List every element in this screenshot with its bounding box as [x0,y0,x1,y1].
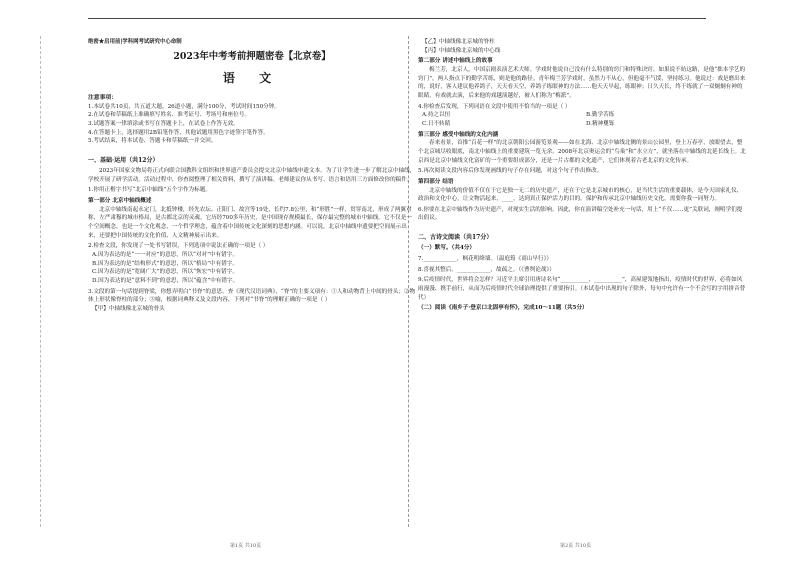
part-4-title: 第四部分 结语 [418,178,454,185]
intro-paragraph: 2023年国家文物局将正式向联合国教科文组织和世界遗产委员会提交北京中轴线申遗文本。为了让学生进一步了解北京中轴线，学校开展了研学活动。活动过程中，你查阅整理了相关资料，撰写了演讲稿。老师建议你从书写、语言和语用三方面修改你的稿件。 [88,168,416,183]
question-9: 9.后疫情时代，世界将会怎样？习近平主席引用唐诗名句“__________，__________”，高屋建瓴地指出，疫情时代的世界，必将如风雨漫漫、携手前行，从而为后疫情时代全球治理提供了重要指引。（本试卷中出现的句子除外，每句中允许有一个不会写的字用拼音替代） [418,277,746,301]
right-column [418,38,746,313]
question-3: 3.文段的第一句话提到脊梁，你想弄明白“书脊”的意思。查《现代汉语词典》，“脊”的主要义项有：①人和动物背上中间的骨头；②物体上形状像脊柱的部分；③喻，根据词典释义及文段内容，下列对“书脊”的理解正确的一项是（ ） [88,288,416,304]
notice-title: 注意事项： [88,94,117,101]
q4-option-a: A.持之以恒 [422,112,451,119]
subsection-2-title: （二）阅读《南乡子·登京口北固亭有怀》，完成10～11题（共5分） [418,305,588,312]
part-4-text: 北京中轴线的价值不仅在于它是独一无二的历史遗产，还在于它是北京城市的核心，是当代生活的重要载体，是今天国家礼仪、政治和文化中心，让文物活起来，____，达到真正保护活力的目的。保护和传承北京中轴线历史文化，需要你我一同努力。 [418,187,743,203]
binding-line [40,36,41,527]
q2-option-c: C.因为表达的是“宽阔广大”的意思，所以“恢宏”中有错字。 [92,269,238,276]
notice-item: 2.在试卷和草稿纸上准确填写姓名、准考证号、考场号和座位号。 [88,112,250,119]
question-7: 7.____________，枫花明绛墙。（温庭筠《商山早行》） [418,256,552,263]
notice-item: 3.试题答案一律填涂或书写在答题卡上，在试卷上作答无效。 [88,120,239,127]
notice-item: 4.在答题卡上，选择题用2B铅笔作答，其他试题用黑色字迹签字笔作答。 [88,129,269,136]
section-2-title: 二、古诗文阅读（共17分） [418,234,493,242]
q2-option-a: A.因为表达的是“一一对应”的意思，所以“对对”中有错字。 [92,252,238,259]
confidential-label: 绝密★启用前|学科网考试研究中心命制 [88,39,182,45]
subsection-1-title: （一）默写。（共4分） [418,245,476,252]
notice-item: 5.考试结束，将本试卷、答题卡和草稿纸一并交回。 [88,138,217,145]
q3-option-yi: 【乙】中轴线像北京城的脊柱 [422,39,495,45]
exam-subject: 语 文 [222,70,282,85]
exam-title: 2023年中考考前押题密卷【北京卷】 [173,51,331,63]
left-column [88,38,416,314]
part-2-text: 梅兰芳，北京人，中国京剧表演艺术大师。学戏时他说自己没有什么特别的窍门和特殊诀窍。如果说不妨这路，是他“拙本学艺的窍门”，两人指点下的勤学苦练，则是他的路径。青年梅兰芳学戏时，虽然力不从心，但他毫不气馁，坚持练习。他说过：戏是磨出来的，说好，客人建议他养鸽子，天天看天空，养鸽子练眼神的方法……他天天早起，练眼神；日久天长，终于练就了一双炯炯有神的眼睛，有戏就去演，后来他的戏越演越好，被人们称为“梅派”。 [418,66,746,99]
question-6: 6.你要在北京中轴线作为历史遗产，对现实生活的影响。因此，你在演讲稿空处补充一句话，用上“不仅……更”关联词，阐明学们提出倡议。 [418,206,743,222]
question-2: 2.检查文段，你发现了一处书写错误，下列选项中说法正确的一项是（ ） [88,243,269,250]
q3-option-bing: 【丙】中轴线像北京城的中心线 [422,47,501,54]
q2-option-b: B.因为表达的是“结构形式”的意思，所以“格局”中有错字。 [92,260,238,267]
q4-option-c: C.日不转睛 [422,120,451,127]
question-5: 5.再次阅读文段内容后你发现画线的句子存在问题，对这个句子作出修改。 [418,168,603,175]
q3-option-jia: 【甲】中轴线像北京城的骨头 [92,305,165,312]
part-2-title: 第二部分 讲述中轴线上的故事 [418,58,493,65]
top-rule [88,18,706,19]
question-1: 1.你用正楷字书写“北京中轴线”五个字作为标题。 [88,187,211,194]
part-3-text: 春来看景，首推“百花一样”的北京朝阳公园游览景观——如在北海、北京中轴线北侧的景山公园里，登上万春亭，放眼望去，整个北京城尽收眼底，南北中轴线上的重要建筑一览无余。2008年北京奥运会的“鸟巢”和“水立方”，就坐落在中轴线的北延长线上。北京西是北京中轴线文化富矿的一个重要组成部分，还是一片古都的文化遗产，它们体现着古老北京的文化传承。 [418,140,746,164]
section-1-title: 一、基础·运用（共12分） [88,156,159,164]
part-1-text: 北京中轴线南起永定门，北抵钟楼，经先农坛、正阳门、故宫等19处，长约7.8公里，和“形胜”一样，贯穿南北，形成了两翼对称，左严肃穆的城市格局，是古都北京的灵魂。它历经700多年历史，是中国现存规模最长，保存最完整的城市中轴线。它不仅是一个空间概念，也是一个文化观念，一个哲学理念，蕴含着中国传统文化深刻的思想内涵。可以说，北京中轴线申遗要把空间展示出来，还要把中国传统的文化价值、人文精神展示出来。 [88,206,412,239]
q4-options-row [418,111,746,120]
right-page-number: 第2页 共10页 [560,543,592,549]
notice-block [88,94,416,146]
left-page-number: 第1页 共10页 [230,543,262,549]
part-3-title: 第三部分 感受中轴线的文化内涵 [418,131,499,138]
q4-options-row [418,120,746,129]
question-8: 8.喜视其整后，____________，故疏之。（《曹刿论战》） [418,266,555,273]
q4-option-b: B.勤学苦练 [586,112,615,119]
q4-option-d: D.精神矍铄 [586,120,615,127]
question-4: 4.你检查后发现，下列词语在文段中使用不恰当的一项是（ ） [418,103,571,110]
notice-item: 1.本试卷共10页，共五道大题，26道小题，满分100分，考试时间150分钟。 [88,103,280,110]
part-1-title: 第一部分 北京中轴线概述 [88,198,152,205]
q2-option-d: D.因为表达的是“意料不到”的意思，所以“蕴含”中有错字。 [92,277,239,284]
